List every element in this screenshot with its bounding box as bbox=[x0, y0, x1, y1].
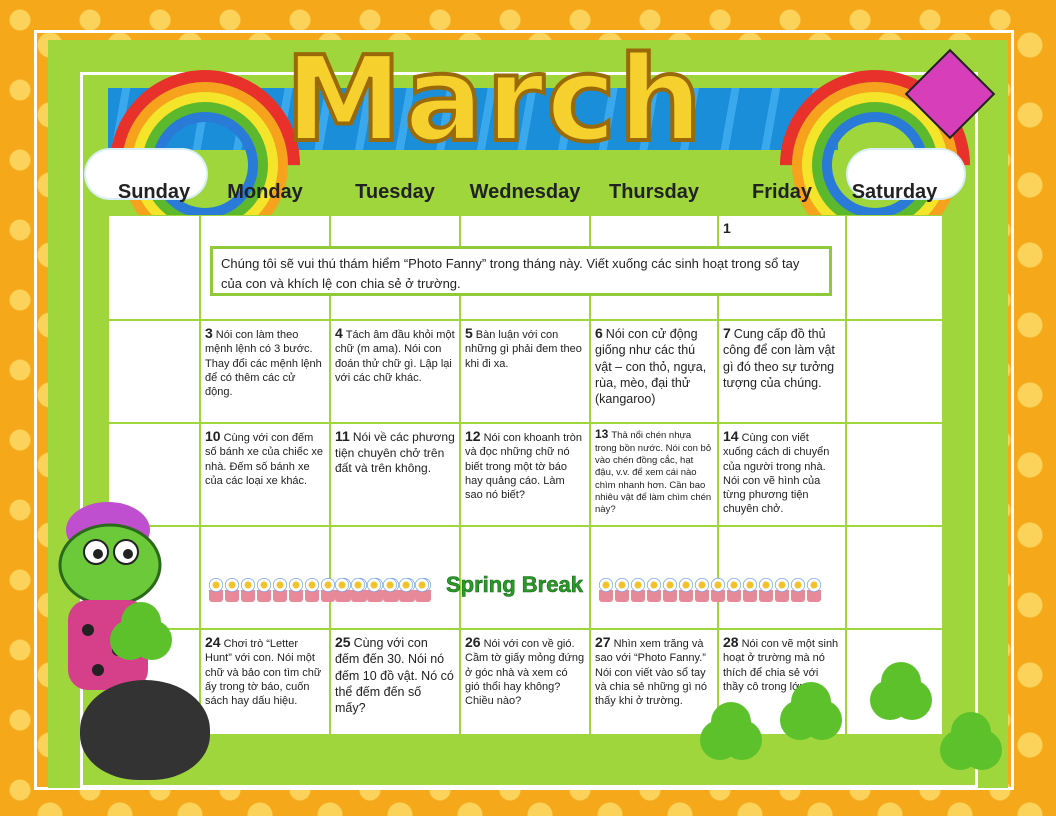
date-number: 5 bbox=[465, 325, 473, 341]
calendar-cell-11 bbox=[330, 423, 460, 526]
flower-pots-right-icon bbox=[598, 562, 822, 602]
clover-icon bbox=[780, 700, 820, 740]
clover-icon bbox=[700, 720, 740, 760]
calendar-cell-7 bbox=[718, 320, 846, 423]
weekday-header bbox=[108, 172, 943, 216]
activity-text: Nói con khoanh tròn và đọc những chữ nó biết trong một tờ báo hay quảng cáo. Làm sao nó biết? bbox=[465, 432, 583, 502]
calendar-cell-26 bbox=[460, 629, 590, 735]
date-number: 10 bbox=[205, 428, 221, 444]
monthly-note: Chúng tôi sẽ vui thú thám hiểm “Photo Fanny” trong tháng này. Viết xuống các sinh hoạt trong sổ tay của con và khích lệ con chia sẻ ở trường. bbox=[210, 246, 832, 296]
activity-text: Cùng con viết xuống cách di chuyển của người trong nhà. Nói con vẽ hình của từng phương tiện chuyên chở. bbox=[723, 432, 830, 516]
activity-text: Thả nổi chén nhựa trong bồn nước. Nói con bỏ vào chén đồng cắc, hạt đậu, v.v. để xem cái nào chìm nhanh hơn. Cần bao nhiêu vật để làm chìm chén này? bbox=[595, 430, 712, 516]
date-number: 4 bbox=[335, 325, 343, 341]
activity-text: Nói với con về gió. Cầm tờ giấy mỏng đứng ở góc nhà và xem có gió thổi hay không? Chiều nào? bbox=[465, 638, 585, 708]
calendar-cell-25 bbox=[330, 629, 460, 735]
activity-text: Nói về các phương tiện chuyên chở trên đất và trên không. bbox=[335, 430, 455, 476]
activity-text: Nói con vẽ một sinh hoạt ở trường mà nó thích để chia sẻ với thầy cô trong lớp bbox=[723, 638, 839, 693]
calendar-cell bbox=[846, 215, 943, 320]
calendar-cell-4 bbox=[330, 320, 460, 423]
calendar-cell-14 bbox=[718, 423, 846, 526]
flower-pots-mid-icon bbox=[334, 562, 430, 602]
day-tuesday: Tuesday bbox=[355, 181, 435, 203]
activity-text: Bàn luận với con những gì phải đem theo khi đi xa. bbox=[465, 329, 582, 370]
calendar-cell-3 bbox=[200, 320, 330, 423]
day-thursday: Thursday bbox=[608, 181, 700, 203]
date-number: 13 bbox=[595, 427, 609, 441]
activity-text: Nói con làm theo mệnh lệnh có 3 bước. Thay đổi các mệnh lệnh để có thêm các cử động. bbox=[205, 329, 322, 399]
activity-text: Cung cấp đồ thủ công để con làm vật gì đó theo sự tưởng tượng của chúng. bbox=[723, 327, 835, 390]
calendar-cell-27 bbox=[590, 629, 718, 735]
date-number: 24 bbox=[205, 634, 221, 650]
activity-text: Nhìn xem trăng và sao với “Photo Fanny.” Nói con viết vào sổ tay và chia sẻ những gì nó thấy khi ở trường. bbox=[595, 638, 707, 708]
date-number: 26 bbox=[465, 634, 481, 650]
clover-icon bbox=[870, 680, 910, 720]
date-number: 25 bbox=[335, 634, 351, 650]
calendar-cell bbox=[846, 423, 943, 526]
spring-break-label: Spring Break bbox=[446, 572, 583, 597]
calendar-cell bbox=[846, 526, 943, 629]
activity-text: Cùng với con đếm số bánh xe của chiếc xe nhà. Đếm số bánh xe của các loại xe khác. bbox=[205, 432, 324, 487]
date-number: 11 bbox=[335, 428, 350, 444]
calendar-cell bbox=[846, 320, 943, 423]
clover-icon bbox=[940, 730, 980, 770]
day-wednesday: Wednesday bbox=[469, 181, 581, 203]
activity-text: Nói con cử động giống như các thú vật – con thỏ, ngựa, rùa, mèo, đại thử (kangaroo) bbox=[595, 327, 707, 406]
calendar-cell bbox=[108, 215, 200, 320]
date-number: 27 bbox=[595, 634, 611, 650]
activity-text: Chơi trò “Letter Hunt” với con. Nói một chữ và bảo con tìm chữ ấy trong tờ báo, cuốn sách hay dấu hiệu. bbox=[205, 638, 322, 708]
calendar-cell-6 bbox=[590, 320, 718, 423]
day-friday: Friday bbox=[751, 181, 813, 203]
calendar-cell-13 bbox=[590, 423, 718, 526]
calendar-cell bbox=[108, 320, 200, 423]
pot-of-gold-icon bbox=[80, 680, 210, 780]
calendar-cell-24 bbox=[200, 629, 330, 735]
date-number: 28 bbox=[723, 634, 739, 650]
calendar-cell-5 bbox=[460, 320, 590, 423]
calendar-cell-10 bbox=[200, 423, 330, 526]
date-number: 12 bbox=[465, 428, 481, 444]
activity-text: Tách âm đầu khỏi một chữ (m ama). Nói con đoán thử chữ gì. Lập lại với các chữ khác. bbox=[335, 329, 455, 384]
day-sunday: Sunday bbox=[117, 181, 191, 203]
date-number: 1 bbox=[723, 220, 731, 236]
clover-icon bbox=[110, 620, 150, 660]
activity-text: Cùng với con đếm đến 30. Nói nó đếm 10 đồ vật. Nó có thể đếm đến số mấy? bbox=[335, 636, 454, 715]
date-number: 3 bbox=[205, 325, 213, 341]
calendar-cell-12 bbox=[460, 423, 590, 526]
date-number: 6 bbox=[595, 325, 603, 341]
day-monday: Monday bbox=[227, 181, 303, 203]
date-number: 7 bbox=[723, 325, 731, 341]
page-title: March bbox=[285, 30, 705, 168]
date-number: 14 bbox=[723, 428, 739, 444]
day-saturday: Saturday bbox=[851, 181, 938, 203]
